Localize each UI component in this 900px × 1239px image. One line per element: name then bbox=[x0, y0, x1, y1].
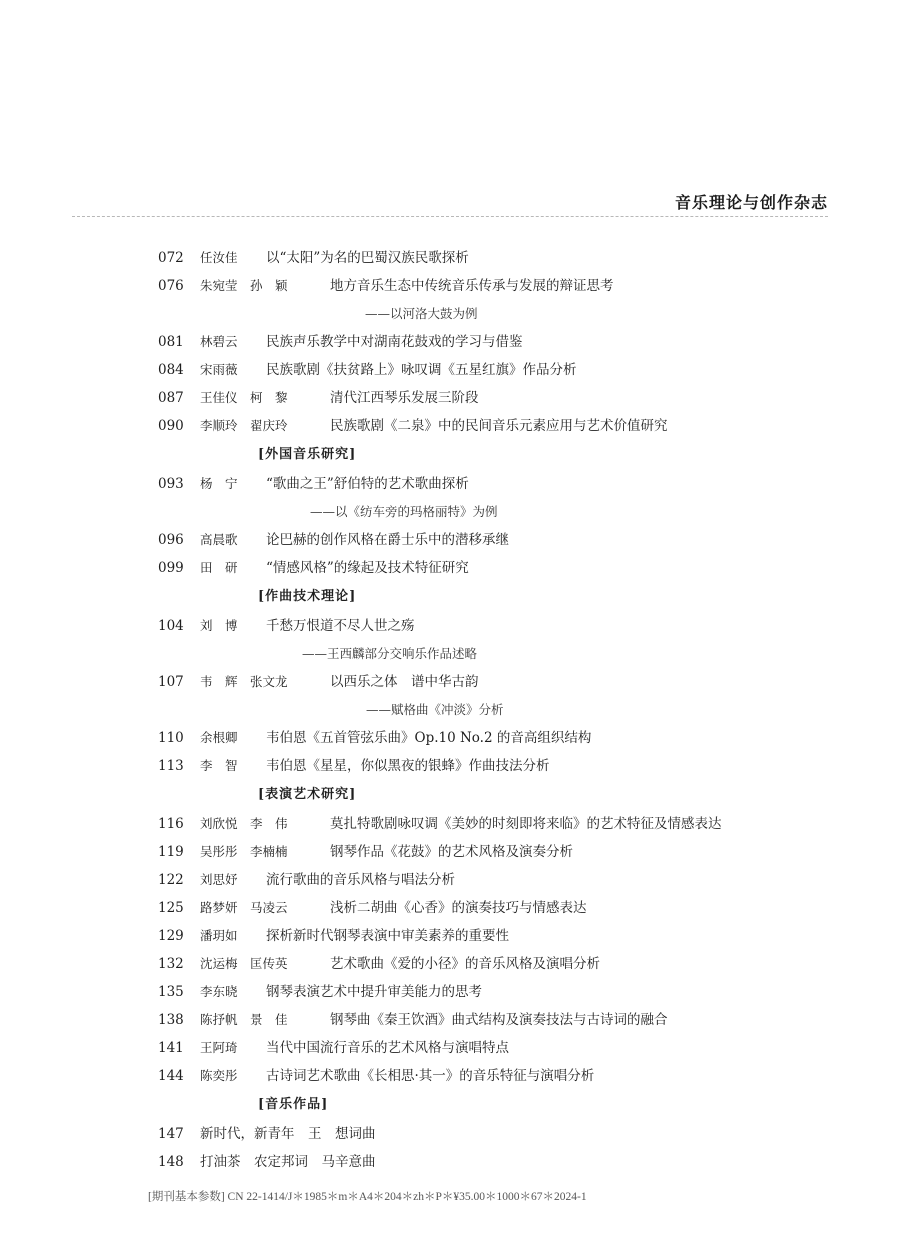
toc-authors: 李顺玲 翟庆玲 bbox=[200, 418, 288, 433]
toc-article-title: 钢琴作品《花鼓》的艺术风格及演奏分析 bbox=[330, 844, 573, 860]
toc-page-number: 119 bbox=[158, 844, 184, 860]
toc-entry[interactable] bbox=[0, 412, 900, 440]
toc-page-number: 110 bbox=[158, 730, 184, 746]
journal-title: 音乐理论与创作杂志 bbox=[674, 193, 828, 212]
toc-authors: 刘欣悦 李 伟 bbox=[200, 816, 288, 831]
toc-page-number: 144 bbox=[158, 1068, 184, 1084]
toc-entry[interactable] bbox=[0, 894, 900, 922]
toc-subtitle bbox=[0, 696, 900, 724]
journal-parameters: [期刊基本参数] CN 22-1414/J＊1985＊m＊A4＊204＊zh＊P＊¥35.00＊1000＊67＊2024-1 bbox=[148, 1191, 587, 1203]
toc-authors: 陈抒帆 景 佳 bbox=[200, 1012, 288, 1027]
toc-article-title: 新时代，新青年 王 想词曲 bbox=[200, 1126, 376, 1142]
toc-entry[interactable] bbox=[0, 810, 900, 838]
toc-entry[interactable] bbox=[0, 668, 900, 696]
toc-page-number: 084 bbox=[158, 362, 184, 378]
toc-page-number: 093 bbox=[158, 476, 184, 492]
toc-entry[interactable] bbox=[0, 356, 900, 384]
toc-entry[interactable] bbox=[0, 554, 900, 582]
toc-authors: 李东晓 bbox=[200, 984, 238, 999]
toc-entry[interactable] bbox=[0, 1034, 900, 1062]
toc-authors: 朱宛莹 孙 颖 bbox=[200, 278, 288, 293]
toc-authors: 潘玥如 bbox=[200, 928, 238, 943]
toc-entry[interactable] bbox=[0, 384, 900, 412]
toc-page-number: 072 bbox=[158, 250, 184, 266]
toc-page-number: 116 bbox=[158, 816, 184, 832]
toc-page-number: 148 bbox=[158, 1154, 184, 1170]
toc-subtitle bbox=[0, 300, 900, 328]
toc-page-number: 096 bbox=[158, 532, 184, 548]
toc-article-title: 韦伯恩《星星，你似黑夜的银蜂》作曲技法分析 bbox=[266, 758, 550, 774]
toc-entry[interactable] bbox=[0, 328, 900, 356]
toc-entry[interactable] bbox=[0, 922, 900, 950]
toc-article-title: 打油茶 农定邦词 马辛意曲 bbox=[200, 1154, 376, 1170]
header-divider bbox=[72, 216, 828, 217]
toc-article-title: 流行歌曲的音乐风格与唱法分析 bbox=[266, 872, 455, 888]
toc-article-title: 浅析二胡曲《心香》的演奏技巧与情感表达 bbox=[330, 900, 587, 916]
toc-article-title: 莫扎特歌剧咏叹调《美妙的时刻即将来临》的艺术特征及情感表达 bbox=[330, 816, 722, 832]
toc-page-number: 141 bbox=[158, 1040, 184, 1056]
toc-authors: 路梦妍 马凌云 bbox=[200, 900, 288, 915]
toc-entry[interactable] bbox=[0, 838, 900, 866]
toc-authors: 陈奕彤 bbox=[200, 1068, 238, 1083]
toc-entry[interactable] bbox=[0, 1006, 900, 1034]
toc-article-title: 古诗词艺术歌曲《长相思·其一》的音乐特征与演唱分析 bbox=[266, 1068, 595, 1084]
toc-article-title: “歌曲之王”舒伯特的艺术歌曲探析 bbox=[266, 476, 469, 492]
toc-section-heading bbox=[0, 582, 900, 612]
toc-article-title: 钢琴表演艺术中提升审美能力的思考 bbox=[266, 984, 482, 1000]
toc-authors: 刘 博 bbox=[200, 618, 238, 633]
toc-entry[interactable] bbox=[0, 866, 900, 894]
toc-entry[interactable] bbox=[0, 752, 900, 780]
toc-authors: 宋雨薇 bbox=[200, 362, 238, 377]
toc-authors: 林碧云 bbox=[200, 334, 238, 349]
toc-page-number: 125 bbox=[158, 900, 184, 916]
toc-entry[interactable] bbox=[0, 1148, 900, 1176]
toc-section-heading bbox=[0, 1090, 900, 1120]
toc-authors: 杨 宁 bbox=[200, 476, 238, 491]
toc-article-title: 民族歌剧《二泉》中的民间音乐元素应用与艺术价值研究 bbox=[330, 418, 668, 434]
toc-subtitle-text: ——赋格曲《冲淡》分析 bbox=[366, 702, 504, 717]
toc-authors: 余根卿 bbox=[200, 730, 238, 745]
toc-subtitle bbox=[0, 498, 900, 526]
toc-authors: 田 研 bbox=[200, 560, 238, 575]
toc-page-number: 090 bbox=[158, 418, 184, 434]
toc-entry[interactable] bbox=[0, 1120, 900, 1148]
table-of-contents bbox=[0, 244, 900, 1176]
section-heading-text: [音乐作品] bbox=[258, 1097, 329, 1112]
toc-authors: 王佳仪 柯 黎 bbox=[200, 390, 288, 405]
toc-article-title: 民族声乐教学中对湖南花鼓戏的学习与借鉴 bbox=[266, 334, 523, 350]
toc-entry[interactable] bbox=[0, 272, 900, 300]
toc-page-number: 132 bbox=[158, 956, 184, 972]
toc-page-number: 099 bbox=[158, 560, 184, 576]
toc-authors: 韦 辉 张文龙 bbox=[200, 674, 288, 689]
toc-entry[interactable] bbox=[0, 978, 900, 1006]
toc-article-title: 以西乐之体 谱中华古韵 bbox=[330, 674, 479, 690]
toc-subtitle-text: ——王西麟部分交响乐作品述略 bbox=[302, 646, 478, 661]
section-heading-text: [表演艺术研究] bbox=[258, 787, 357, 802]
toc-section-heading bbox=[0, 440, 900, 470]
toc-subtitle-text: ——以河洛大鼓为例 bbox=[365, 306, 478, 321]
toc-page-number: 076 bbox=[158, 278, 184, 294]
toc-page-number: 138 bbox=[158, 1012, 184, 1028]
toc-entry[interactable] bbox=[0, 1062, 900, 1090]
toc-page-number: 107 bbox=[158, 674, 184, 690]
toc-entry[interactable] bbox=[0, 950, 900, 978]
toc-authors: 高晨歌 bbox=[200, 532, 238, 547]
toc-entry[interactable] bbox=[0, 724, 900, 752]
toc-article-title: 千愁万恨道不尽人世之殇 bbox=[266, 618, 415, 634]
toc-article-title: 论巴赫的创作风格在爵士乐中的潜移承继 bbox=[266, 532, 509, 548]
toc-authors: 王阿琦 bbox=[200, 1040, 238, 1055]
toc-entry[interactable] bbox=[0, 612, 900, 640]
toc-entry[interactable] bbox=[0, 244, 900, 272]
toc-article-title: 当代中国流行音乐的艺术风格与演唱特点 bbox=[266, 1040, 509, 1056]
toc-page-number: 122 bbox=[158, 872, 184, 888]
toc-article-title: 韦伯恩《五首管弦乐曲》Op.10 No.2 的音高组织结构 bbox=[266, 730, 592, 746]
toc-page-number: 081 bbox=[158, 334, 184, 350]
toc-entry[interactable] bbox=[0, 470, 900, 498]
toc-page-number: 135 bbox=[158, 984, 184, 1000]
toc-authors: 吴彤彤 李楠楠 bbox=[200, 844, 288, 859]
toc-section-heading bbox=[0, 780, 900, 810]
toc-authors: 刘思妤 bbox=[200, 872, 238, 887]
toc-page-number: 113 bbox=[158, 758, 184, 774]
toc-authors: 李 智 bbox=[200, 758, 238, 773]
toc-authors: 任汝佳 bbox=[200, 250, 238, 265]
toc-article-title: 探析新时代钢琴表演中审美素养的重要性 bbox=[266, 928, 509, 944]
section-heading-text: [作曲技术理论] bbox=[258, 589, 357, 604]
toc-page-number: 147 bbox=[158, 1126, 184, 1142]
toc-subtitle-text: ——以《纺车旁的玛格丽特》为例 bbox=[310, 504, 498, 519]
toc-article-title: 钢琴曲《秦王饮酒》曲式结构及演奏技法与古诗词的融合 bbox=[330, 1012, 668, 1028]
toc-article-title: 民族歌剧《扶贫路上》咏叹调《五星红旗》作品分析 bbox=[266, 362, 577, 378]
toc-page-number: 104 bbox=[158, 618, 184, 634]
toc-article-title: 艺术歌曲《爱的小径》的音乐风格及演唱分析 bbox=[330, 956, 600, 972]
toc-page-number: 087 bbox=[158, 390, 184, 406]
toc-page-number: 129 bbox=[158, 928, 184, 944]
toc-article-title: “情感风格”的缘起及技术特征研究 bbox=[266, 560, 469, 576]
toc-authors: 沈运梅 匡传英 bbox=[200, 956, 288, 971]
toc-entry[interactable] bbox=[0, 526, 900, 554]
toc-article-title: 以“太阳”为名的巴蜀汉族民歌探析 bbox=[266, 250, 469, 266]
section-heading-text: [外国音乐研究] bbox=[258, 447, 357, 462]
toc-subtitle bbox=[0, 640, 900, 668]
toc-article-title: 清代江西琴乐发展三阶段 bbox=[330, 390, 479, 406]
toc-article-title: 地方音乐生态中传统音乐传承与发展的辩证思考 bbox=[330, 278, 614, 294]
